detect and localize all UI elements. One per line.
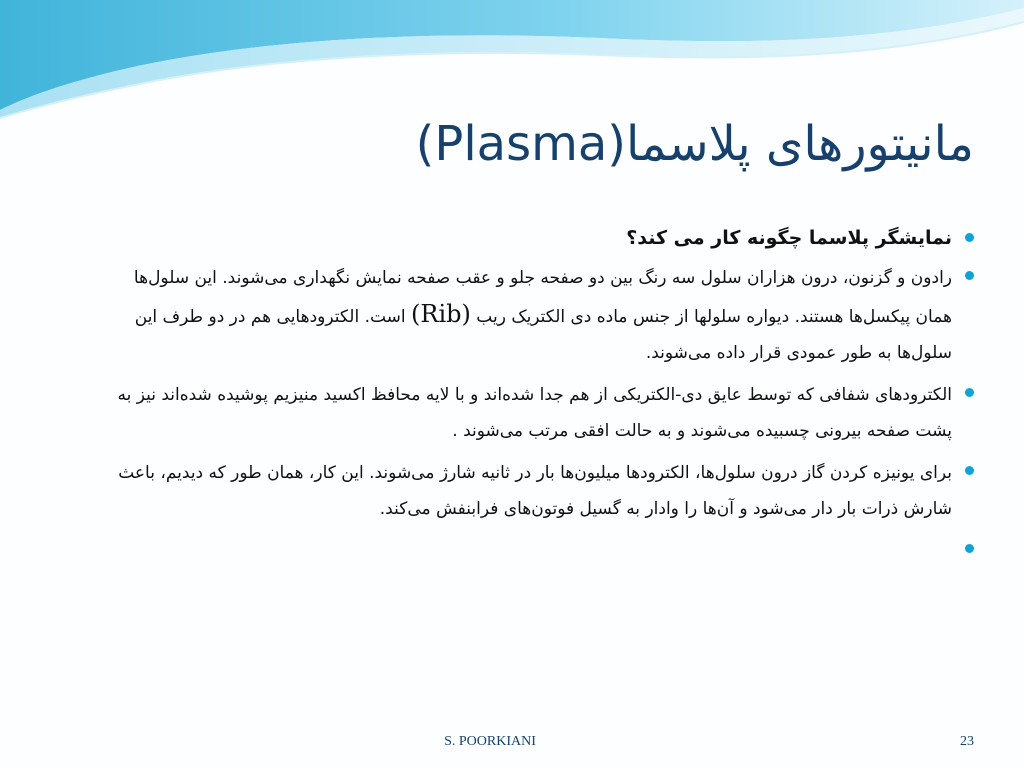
slide-title (74, 112, 974, 176)
title-latin-text: (Plasma) (415, 116, 626, 172)
bullet-item (94, 222, 974, 254)
bullet-list (94, 222, 974, 533)
footer-author: S. POORKIANI (444, 734, 536, 749)
page-number: 23 (960, 734, 974, 749)
bullet-dot-icon (965, 466, 974, 475)
bullet-dot-icon (965, 388, 974, 397)
bullet-item (94, 260, 974, 371)
bullet-dot-icon (965, 544, 974, 553)
bullet-text: برای یونیزه کردن گاز درون سلول‌ها، الکترودها میلیون‌ها بار در ثانیه شارژ می‌شوند. این کار، همان طور که دیدیم، باعث شارش ذرات بار دار می‌شود و آن‌ها را وادار به گسیل فوتون‌های فرابنفش می‌کند. (118, 463, 952, 519)
bullet-text-part: رادون و گزنون، درون هزاران سلول سه رنگ بین دو صفحه جلو و عقب صفحه نمایش نگهداری می‌شوند. این سلول‌ها همان پیکسل‌ها هستند. دیواره سلولها از جنس ماده دی الکتریک ریب (133, 268, 952, 327)
bullet-text-part: است. الکترودهایی هم در دو طرف این سلول‌ها به طور عمودی قرار داده می‌شوند. (134, 307, 952, 363)
title-text: مانیتورهای پلاسما (626, 116, 974, 172)
bullet-dot-icon (965, 271, 974, 280)
header-wave-decoration (0, 0, 1024, 120)
bullet-dot-icon (965, 233, 974, 242)
bullet-item (94, 377, 974, 449)
rib-term: (Rib) (411, 300, 471, 328)
bullet-text: الکترودهای شفافی که توسط عایق دی-الکتریکی از هم جدا شده‌اند و با لایه محافظ اکسید منیزیم پوشیده شده‌اند نیز به پشت صفحه بیرونی چسبیده می‌شوند و به حالت افقی مرتب می‌شوند . (117, 385, 952, 441)
bullet-text (134, 268, 952, 363)
bullet-question: نمایشگر پلاسما چگونه کار می کند؟ (626, 227, 952, 249)
bullet-item (94, 455, 974, 527)
